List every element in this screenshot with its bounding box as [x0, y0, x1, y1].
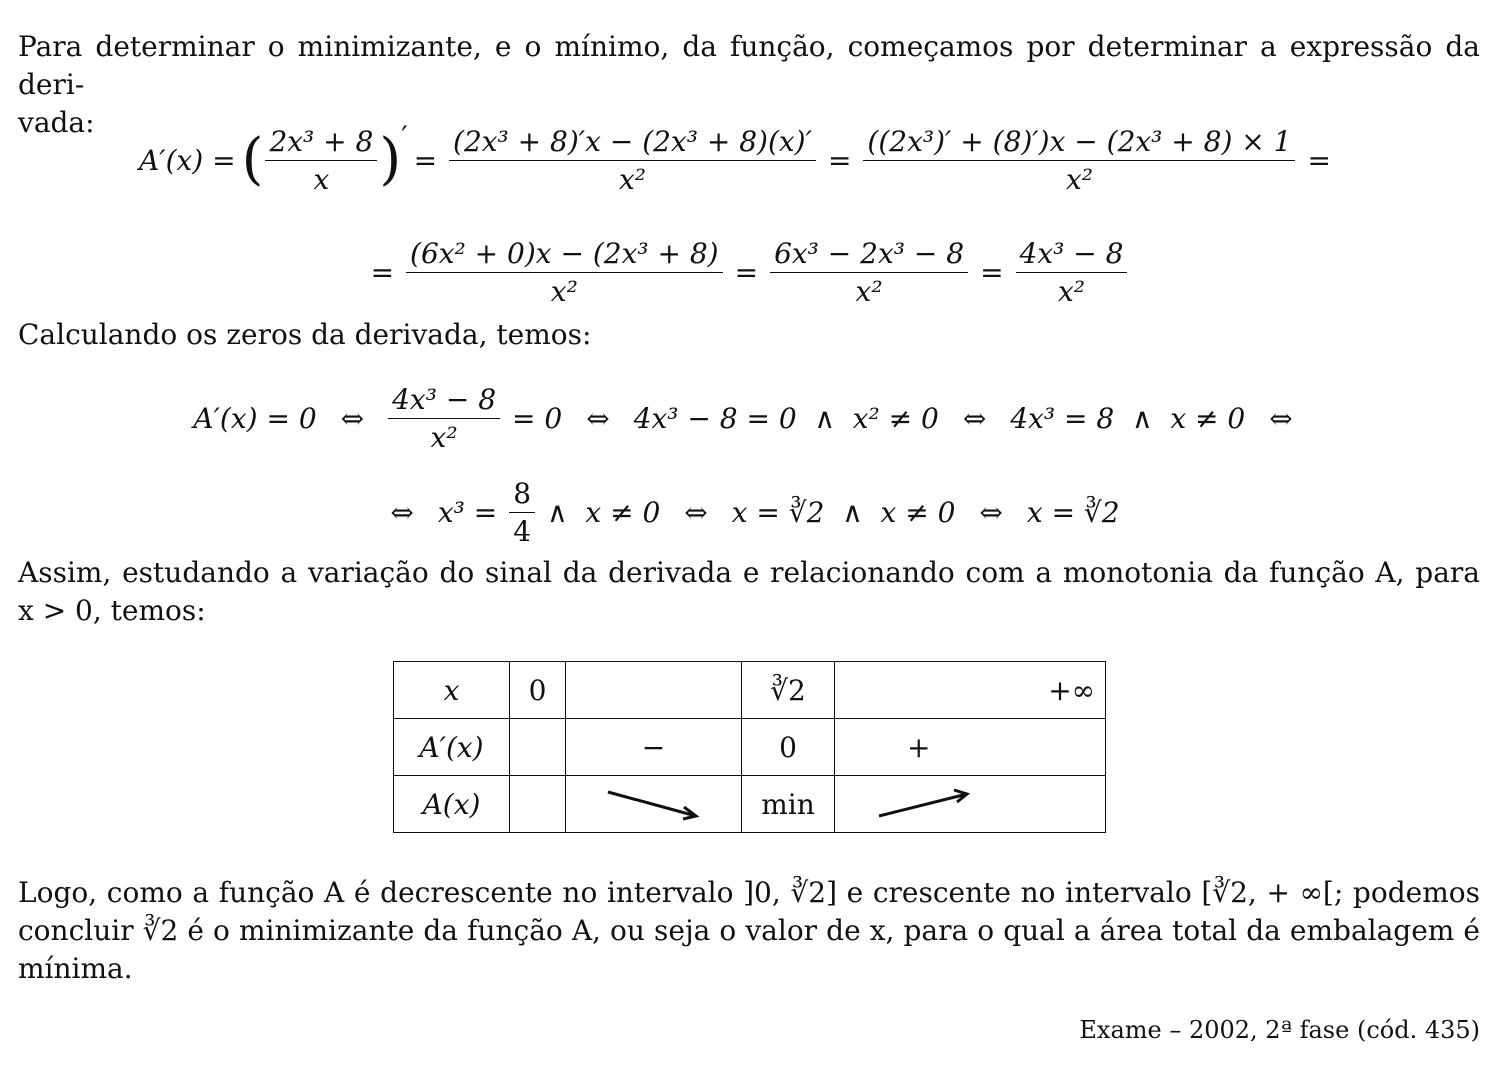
eight-over-four-numerator: 8 — [509, 477, 535, 513]
cube-root-condition: x = ∛2 ∧ x ≠ 0 — [731, 495, 956, 529]
simplified-fraction-1 — [406, 237, 723, 308]
table-cell-function-header: A(x) — [394, 776, 510, 833]
equals-sign: = — [734, 255, 759, 289]
outer-prime: ′ — [401, 120, 408, 153]
table-cell-derivative-positive: + — [835, 719, 1106, 776]
zeros-condition-2: 4x³ = 8 ∧ x ≠ 0 — [1010, 401, 1246, 435]
x-not-zero-condition: ∧ x ≠ 0 — [547, 495, 661, 529]
derivative-fraction-1 — [265, 125, 377, 196]
conclusion-line-2: concluir ∛2 é o minimizante da função A, ou seja o valor de x, para o qual a área total da embalagem é — [18, 914, 1480, 947]
derivative-equation-row-1 — [133, 118, 1433, 202]
derivative-fraction-1-denominator: x — [313, 162, 330, 196]
simplified-fraction-1-denominator: x² — [550, 274, 578, 308]
derivative-fraction-3-denominator: x² — [1065, 162, 1093, 196]
table-row-x — [394, 662, 1106, 719]
zeros-fraction — [388, 383, 500, 454]
right-paren: ) — [379, 127, 402, 192]
study-line-2: x > 0, temos: — [18, 594, 206, 627]
iff-symbol: ⇔ — [979, 495, 1003, 529]
table-row-function — [394, 776, 1106, 833]
derivative-fraction-1-numerator: 2x³ + 8 — [265, 125, 377, 161]
equals-sign: = — [370, 255, 395, 289]
zeros-condition-1: 4x³ − 8 = 0 ∧ x² ≠ 0 — [633, 401, 939, 435]
equals-sign: = — [980, 255, 1004, 289]
simplified-fraction-3 — [1016, 237, 1128, 308]
simplified-fraction-3-denominator: x² — [1057, 274, 1085, 308]
simplified-fraction-2 — [770, 237, 968, 308]
table-cell-derivative-at-zero — [510, 719, 566, 776]
conclusion-line-1: Logo, como a função A é decrescente no intervalo ]0, ∛2] e crescente no intervalo [∛2, + ∞[; podemos — [18, 876, 1480, 909]
derivative-fraction-2 — [449, 125, 816, 196]
zeros-equation-row-1 — [18, 376, 1480, 460]
intro-line-2: vada: — [18, 106, 95, 139]
iff-symbol: ⇔ — [586, 401, 610, 435]
derivative-fraction-2-numerator: (2x³ + 8)′x − (2x³ + 8)(x)′ — [449, 125, 816, 161]
iff-symbol: ⇔ — [390, 495, 414, 529]
decreasing-arrow-icon — [604, 786, 704, 822]
table-cell-x-infinity: +∞ — [835, 662, 1106, 719]
zeros-equation-row-2 — [18, 470, 1480, 554]
zeros-equals-zero: = 0 — [512, 401, 563, 435]
table-cell-function-min: min — [742, 776, 835, 833]
zeros-intro-paragraph: Calculando os zeros da derivada, temos: — [18, 318, 592, 351]
table-cell-x-cube-root: ∛2 — [742, 662, 835, 719]
study-paragraph — [18, 554, 1480, 630]
equals-sign: = — [827, 143, 852, 177]
cube-equation-lhs: x³ = — [437, 495, 498, 529]
eight-over-four-fraction — [509, 477, 535, 548]
derivative-fraction-3-numerator: ((2x³)′ + (8)′)x − (2x³ + 8) × 1 — [863, 125, 1295, 161]
conclusion-paragraph — [18, 874, 1480, 988]
derivative-lhs: A′(x) = — [139, 143, 236, 177]
equals-sign: = — [413, 143, 438, 177]
table-cell-derivative-zero: 0 — [742, 719, 835, 776]
equals-sign: = — [1307, 143, 1331, 177]
increasing-arrow-icon — [875, 786, 975, 822]
table-cell-x-zero: 0 — [510, 662, 566, 719]
zeros-fraction-denominator: x² — [430, 420, 458, 454]
table-cell-function-at-zero — [510, 776, 566, 833]
study-line-1: Assim, estudando a variação do sinal da derivada e relacionando com a monotonia da função A, para — [18, 556, 1480, 589]
derivative-equation-row-2 — [18, 230, 1480, 314]
left-paren: ( — [241, 127, 264, 192]
cube-root-solution: x = ∛2 — [1026, 495, 1120, 529]
table-cell-function-increasing — [835, 776, 1106, 833]
simplified-fraction-3-numerator: 4x³ − 8 — [1016, 237, 1128, 273]
intro-line-1: Para determinar o minimizante, e o mínimo, da função, começamos por determinar a expressão da deri- — [18, 30, 1480, 101]
iff-symbol: ⇔ — [1269, 401, 1293, 435]
table-cell-function-decreasing — [566, 776, 742, 833]
table-cell-derivative-negative: − — [566, 719, 742, 776]
zeros-lhs: A′(x) = 0 — [193, 401, 317, 435]
eight-over-four-denominator: 4 — [513, 514, 532, 548]
simplified-fraction-2-numerator: 6x³ − 2x³ − 8 — [770, 237, 968, 273]
simplified-fraction-1-numerator: (6x² + 0)x − (2x³ + 8) — [406, 237, 723, 273]
table-row-derivative — [394, 719, 1106, 776]
table-cell-x-header: x — [394, 662, 510, 719]
table-cell-derivative-header: A′(x) — [394, 719, 510, 776]
simplified-fraction-2-denominator: x² — [855, 274, 883, 308]
zeros-fraction-numerator: 4x³ − 8 — [388, 383, 500, 419]
iff-symbol: ⇔ — [684, 495, 708, 529]
derivative-fraction-3 — [863, 125, 1295, 196]
exam-source-reference: Exame – 2002, 2ª fase (cód. 435) — [1079, 1016, 1480, 1044]
iff-symbol: ⇔ — [962, 401, 987, 435]
table-cell-x-interval-1 — [566, 662, 742, 719]
iff-symbol: ⇔ — [340, 401, 365, 435]
conclusion-line-3: mínima. — [18, 952, 133, 985]
sign-variation-table — [393, 661, 1106, 833]
derivative-fraction-2-denominator: x² — [618, 162, 646, 196]
